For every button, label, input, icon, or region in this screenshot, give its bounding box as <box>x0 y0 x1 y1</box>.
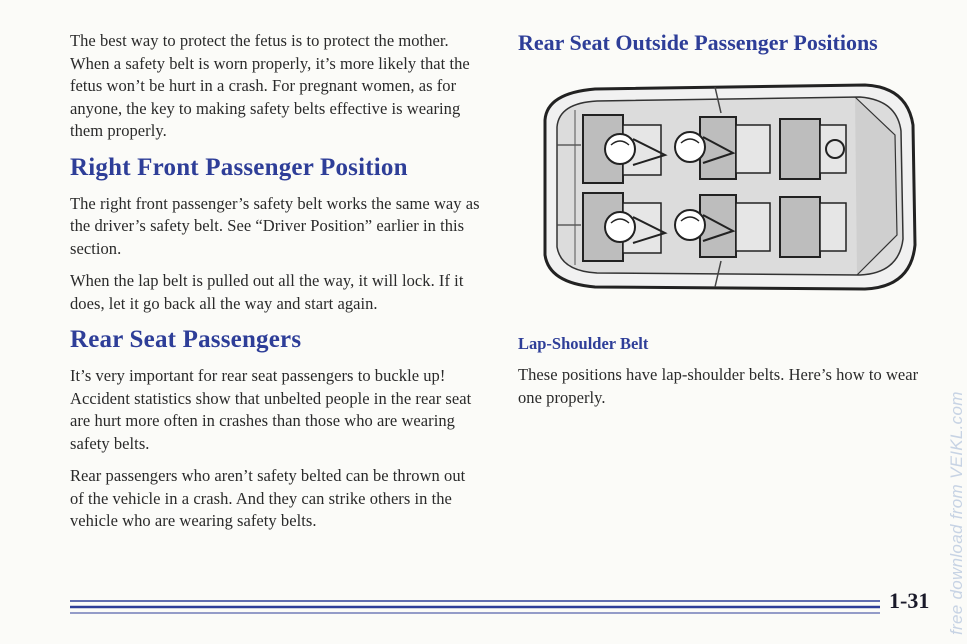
right-front-paragraph-2: When the lap belt is pulled out all the way, it will lock. If it does, let it go back all the way and start again. <box>70 271 464 313</box>
footer-rule <box>70 593 880 623</box>
heading-rear-outside-positions: Rear Seat Outside Passenger Positions <box>518 30 878 55</box>
page-number: 1-31 <box>889 588 930 613</box>
watermark <box>927 330 966 635</box>
left-column <box>70 30 480 543</box>
subheading-lap-shoulder-belt: Lap-Shoulder Belt <box>518 334 649 353</box>
rear-paragraph-1: It’s very important for rear seat passengers to buckle up! Accident statistics show that unbelted people in the rear seat are hurt more often in crashes than those who are wearing safety belts. <box>70 366 472 453</box>
lap-shoulder-paragraph: These positions have lap-shoulder belts. Here’s how to wear one properly. <box>518 365 919 407</box>
right-front-paragraph-1: The right front passenger’s safety belt works the same way as the driver’s safety belt. See “Driver Position” earlier in this section. <box>70 193 480 258</box>
rear-paragraph-2: Rear passengers who aren’t safety belted can be thrown out of the vehicle in a crash. And they can strike others in the vehicle who are wearing safety belts. <box>70 466 466 530</box>
vehicle-seating-illustration <box>535 75 920 300</box>
heading-rear-seat-passengers: Rear Seat Passengers <box>70 326 302 353</box>
watermark-text: free download from VEIKL.com <box>947 391 966 635</box>
intro-paragraph: The best way to protect the fetus is to protect the mother. When a safety belt is worn properly, it’s more likely that the fetus won’t be hurt in a crash. For pregnant women, as for anyone, the key to making safety belts effective is wearing them properly. <box>70 31 470 140</box>
heading-right-front-passenger: Right Front Passenger Position <box>70 153 408 181</box>
